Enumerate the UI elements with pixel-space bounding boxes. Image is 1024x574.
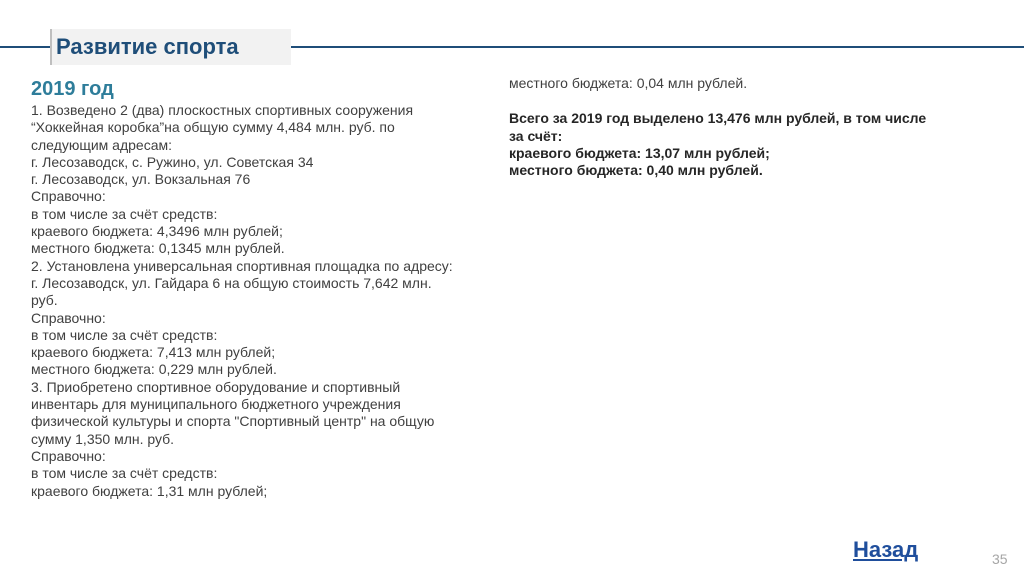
- header-rule-right: [291, 46, 1024, 48]
- text-line: в том числе за счёт средств:: [31, 465, 218, 482]
- text-line: г. Лесозаводск, ул. Вокзальная 76: [31, 171, 251, 188]
- text-line: местного бюджета: 0,1345 млн рублей.: [31, 240, 285, 257]
- year-heading: 2019 год: [31, 78, 114, 100]
- right-column: [509, 75, 989, 179]
- summary-block: [509, 110, 989, 179]
- summary-line: Всего за 2019 год выделено 13,476 млн рублей, в том числе: [509, 110, 927, 127]
- text-line: физической культуры и спорта "Спортивный центр" на общую: [31, 413, 435, 430]
- page-title: Развитие спорта: [56, 34, 239, 59]
- text-line: в том числе за счёт средств:: [31, 326, 218, 343]
- summary-line: краевого бюджета: 13,07 млн рублей;: [509, 144, 770, 161]
- title-box: [50, 29, 291, 65]
- continuation-line: местного бюджета: 0,04 млн рублей.: [509, 75, 748, 91]
- text-line: г. Лесозаводск, ул. Гайдара 6 на общую стоимость 7,642 млн.: [31, 274, 432, 291]
- text-line: г. Лесозаводск, с. Ружино, ул. Советская 34: [31, 153, 314, 170]
- text-line: 3. Приобретено спортивное оборудование и спортивный: [31, 378, 401, 395]
- text-line: следующим адресам:: [31, 136, 172, 153]
- summary-line: за счёт:: [509, 127, 563, 144]
- text-line: краевого бюджета: 1,31 млн рублей;: [31, 482, 268, 499]
- text-line: местного бюджета: 0,229 млн рублей.: [31, 361, 277, 378]
- left-column: [31, 76, 516, 500]
- text-line: в том числе за счёт средств:: [31, 205, 218, 222]
- back-link[interactable]: Назад: [853, 537, 919, 562]
- text-line: инвентарь для муниципального бюджетного учреждения: [31, 396, 401, 413]
- text-line: Справочно:: [31, 447, 106, 464]
- text-line: сумму 1,350 млн. руб.: [31, 430, 175, 447]
- text-line: Справочно:: [31, 188, 106, 205]
- page-number: 35: [992, 551, 1008, 567]
- text-line: Справочно:: [31, 309, 106, 326]
- summary-line: местного бюджета: 0,40 млн рублей.: [509, 162, 763, 179]
- text-line: 2. Установлена универсальная спортивная площадка по адресу:: [31, 257, 453, 274]
- text-line: “Хоккейная коробка”на общую сумму 4,484 млн. руб. по: [31, 119, 395, 136]
- text-line: краевого бюджета: 7,413 млн рублей;: [31, 344, 276, 361]
- header-rule-left: [0, 46, 50, 48]
- text-line: руб.: [31, 292, 58, 309]
- text-line: 1. Возведено 2 (два) плоскостных спортивных сооружения: [31, 102, 414, 118]
- text-line: краевого бюджета: 4,3496 млн рублей;: [31, 223, 283, 240]
